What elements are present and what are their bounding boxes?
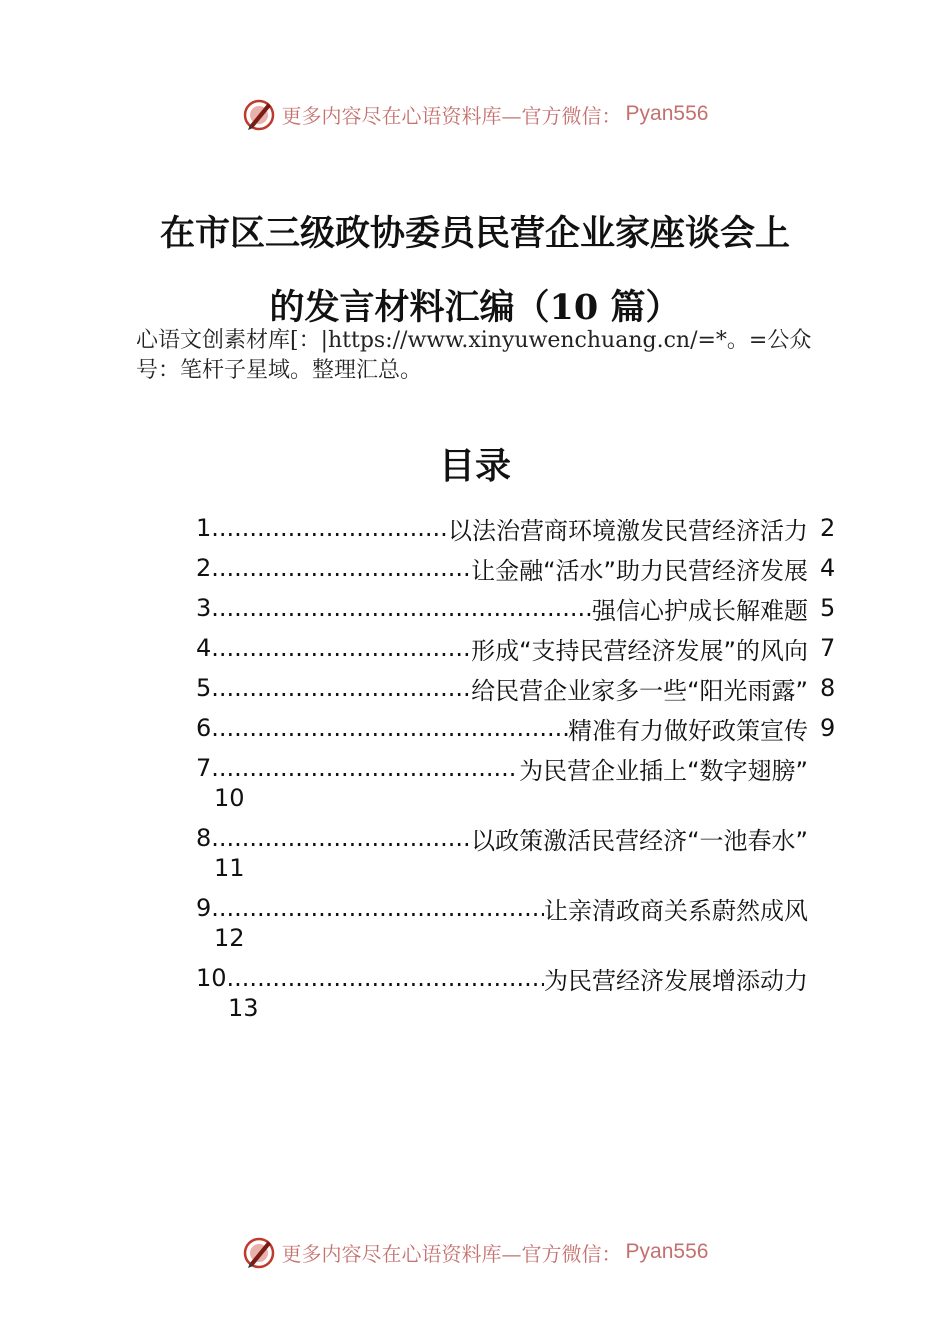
toc-item[interactable] (196, 628, 856, 668)
source-note: 心语文创素材库[：|https://www.xinyuwenchuang.cn/=*。=公众号：笔杆子星域。整理汇总。 (136, 328, 812, 383)
toc-item-title: 以法治营商环境激发民营经济活力 (448, 516, 808, 545)
toc-item-number: 8 (196, 824, 212, 852)
footer-watermark-banner (0, 1232, 950, 1272)
header-watermark-banner (0, 94, 950, 134)
toc-item-number: 10 (196, 964, 227, 992)
toc-leader-dots (211, 634, 471, 662)
toc-item-page: 8 (820, 674, 836, 702)
toc-item-page: 10 (214, 784, 245, 812)
toc-leader-dots (211, 674, 471, 702)
toc-item[interactable] (196, 588, 856, 628)
pen-logo-icon (242, 97, 276, 131)
toc-item-page: 2 (820, 514, 836, 542)
toc-item-page: 9 (820, 714, 836, 742)
document-title-line-1: 在市区三级政协委员民营企业家座谈会上 (159, 213, 790, 254)
toc-item-page: 5 (820, 594, 836, 622)
toc-item-title: 为民营企业插上“数字翅膀” (519, 756, 808, 785)
toc-item[interactable] (196, 668, 856, 708)
toc-item-number: 6 (196, 714, 212, 742)
toc-item[interactable] (196, 818, 856, 888)
toc-item-number: 3 (196, 594, 212, 622)
banner-wechat-id: Pyan556 (625, 102, 709, 125)
document-title-line-2: 的发言材料汇编（10 篇） (269, 287, 681, 328)
toc-item-number: 1 (196, 514, 212, 542)
toc-item[interactable] (196, 708, 856, 748)
toc-leader-dots (227, 964, 544, 992)
toc-item[interactable] (196, 548, 856, 588)
toc-item[interactable] (196, 958, 856, 1028)
toc-leader-dots (211, 754, 519, 782)
toc-item-title: 以政策激活民营经济“一池春水” (471, 826, 808, 855)
toc-item-title: 让金融“活水”助力民营经济发展 (471, 556, 808, 585)
toc-leader-dots (211, 824, 471, 852)
banner-slogan: 更多内容尽在心语资料库—官方微信： (281, 103, 622, 128)
toc-leader-dots (211, 894, 544, 922)
toc-item-number: 7 (196, 754, 212, 782)
toc-item[interactable] (196, 508, 856, 548)
toc-item-page: 13 (228, 994, 259, 1022)
toc-item-title: 强信心护成长解难题 (592, 596, 808, 625)
toc-item[interactable] (196, 888, 856, 958)
toc-item-title: 精准有力做好政策宣传 (568, 716, 808, 745)
toc-item-title: 让亲清政商关系蔚然成风 (544, 896, 808, 925)
toc-heading: 目录 (438, 445, 511, 487)
toc-item-number: 9 (196, 894, 212, 922)
table-of-contents (196, 508, 856, 1028)
toc-leader-dots (211, 714, 568, 742)
toc-item-title: 形成“支持民营经济发展”的风向 (471, 636, 808, 665)
toc-item-number: 5 (196, 674, 212, 702)
toc-leader-dots (211, 514, 448, 542)
toc-item-page: 12 (214, 924, 245, 952)
toc-item-page: 11 (214, 854, 245, 882)
toc-item-page: 7 (820, 634, 836, 662)
banner-wechat-id: Pyan556 (625, 1240, 709, 1263)
toc-item-number: 2 (196, 554, 212, 582)
banner-slogan: 更多内容尽在心语资料库—官方微信： (281, 1241, 622, 1266)
toc-item-title: 为民营经济发展增添动力 (544, 966, 808, 995)
toc-leader-dots (211, 594, 592, 622)
toc-leader-dots (211, 554, 471, 582)
toc-item-number: 4 (196, 634, 212, 662)
toc-item-page: 4 (820, 554, 836, 582)
toc-item[interactable] (196, 748, 856, 818)
toc-item-title: 给民营企业家多一些“阳光雨露” (471, 676, 808, 705)
pen-logo-icon (242, 1235, 276, 1269)
